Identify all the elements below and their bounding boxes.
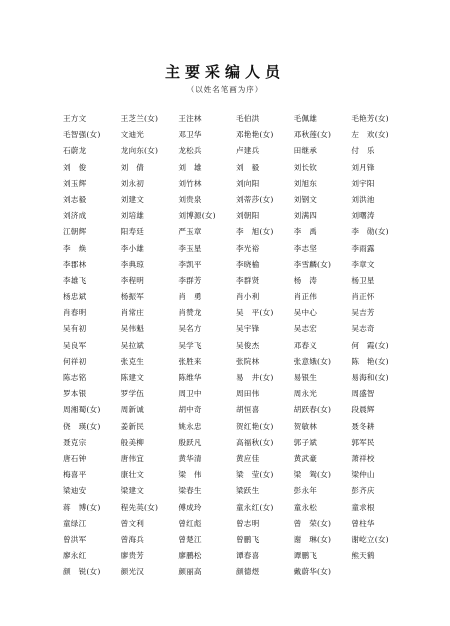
staff-name: 肖正怀 — [351, 292, 375, 302]
staff-name: 易银生 — [293, 373, 318, 382]
staff-name: 周田伟 — [236, 389, 260, 399]
staff-name: 梁 伟 — [178, 470, 202, 480]
staff-name: 李 焕 — [63, 243, 87, 253]
staff-name: 吴有初 — [63, 324, 87, 334]
staff-name: 曾 荣(女) — [293, 518, 332, 528]
staff-name: 邓秋莲(女) — [293, 130, 332, 140]
staff-name: 颜丽高 — [178, 567, 202, 577]
staff-name: 曾文利 — [120, 518, 145, 528]
staff-name: 何祥初 — [63, 356, 87, 366]
staff-name: 戴蔚华(女) — [293, 567, 332, 577]
staff-name: 聂克宗 — [63, 437, 87, 447]
staff-name: 吴良军 — [63, 340, 87, 350]
staff-name: 梁 鸳(女) — [293, 470, 332, 480]
staff-name: 李 勋(女) — [351, 227, 389, 237]
staff-name: 颜光汉 — [120, 567, 145, 577]
staff-name: 蒋 博(女) — [63, 502, 101, 512]
staff-name: 李玉星 — [178, 243, 202, 253]
staff-name: 吴学飞 — [178, 340, 202, 350]
staff-name: 刘永初 — [120, 178, 145, 188]
staff-name: 刘 雄 — [178, 162, 202, 172]
staff-name: 曾红彪 — [178, 518, 202, 528]
staff-name: 贺红艳(女) — [236, 421, 274, 431]
staff-name: 梁跃生 — [236, 486, 260, 496]
staff-name: 阳寿廷 — [120, 227, 145, 237]
staff-name: 唐石钟 — [63, 453, 87, 463]
staff-name: 贺敏林 — [293, 421, 318, 431]
staff-name: 李 禹 — [293, 227, 318, 237]
staff-name: 吴中心 — [293, 308, 318, 318]
staff-name: 吴吉芳 — [351, 308, 375, 318]
staff-name: 童求根 — [351, 502, 375, 512]
staff-name: 吴宇锋 — [236, 324, 260, 334]
staff-name: 张院林 — [236, 356, 260, 366]
staff-name: 唐伟宜 — [120, 453, 145, 463]
staff-name: 吴名方 — [178, 324, 202, 334]
staff-name: 刘济成 — [63, 211, 87, 221]
staff-name: 毛佩雄 — [293, 114, 318, 123]
staff-name: 田继承 — [293, 146, 318, 156]
staff-name: 吴志奇 — [351, 324, 375, 334]
staff-name: 曾志明 — [236, 518, 260, 528]
staff-name: 曾鹏飞 — [236, 534, 260, 544]
staff-name: 廖鹏松 — [178, 551, 202, 561]
staff-name: 周新诚 — [120, 405, 145, 415]
staff-name: 童永松 — [293, 502, 318, 512]
staff-name: 严玉章 — [178, 227, 202, 237]
staff-name: 石蔚龙 — [63, 146, 87, 156]
staff-name: 刘宇阳 — [351, 178, 375, 188]
staff-name: 谢屹立(女) — [351, 534, 389, 544]
page-title: 主要采编人员 — [164, 63, 285, 81]
staff-name: 聂冬耕 — [351, 421, 375, 431]
staff-name: 李雨露 — [351, 243, 375, 253]
staff-name: 高福秋(女) — [236, 437, 274, 447]
staff-name: 胡恒喜 — [236, 405, 260, 415]
staff-name: 李郡林 — [63, 259, 87, 269]
staff-name: 黄武豪 — [293, 453, 318, 463]
staff-name: 谭鹏飞 — [293, 551, 318, 561]
staff-name: 刘蒂莎(女) — [236, 194, 274, 204]
staff-name: 吴俊杰 — [236, 340, 260, 350]
staff-name: 邓艳艳(女) — [236, 130, 274, 140]
staff-name: 王方文 — [63, 114, 87, 123]
staff-name: 殷跃凡 — [178, 437, 202, 447]
staff-name: 罗本银 — [63, 389, 87, 399]
staff-name: 肖正伟 — [293, 292, 318, 302]
staff-name: 张克生 — [120, 356, 145, 366]
staff-name: 刘满四 — [293, 211, 318, 221]
staff-name: 姚永忠 — [178, 421, 202, 431]
staff-name-list — [63, 111, 409, 580]
staff-name: 付 乐 — [351, 146, 375, 156]
staff-name: 李光裕 — [236, 243, 260, 253]
staff-name: 梁仲山 — [351, 470, 375, 480]
staff-name: 王芝兰(女) — [120, 114, 159, 123]
staff-name: 胡中奇 — [178, 405, 202, 415]
staff-name: 李晓榆 — [236, 259, 260, 269]
staff-name: 左 欢(女) — [351, 130, 389, 140]
staff-name: 易海和(女) — [351, 373, 389, 382]
staff-name: 张胜来 — [178, 356, 202, 366]
staff-name: 刘玉辉 — [63, 178, 87, 188]
staff-name: 刘建文 — [120, 194, 145, 204]
staff-name: 肖小利 — [236, 292, 260, 302]
staff-name: 曾楚江 — [178, 534, 202, 544]
staff-name: 邓卫华 — [178, 130, 202, 140]
staff-name: 熊天鹤 — [351, 551, 375, 561]
staff-name: 段晨辉 — [351, 405, 375, 415]
staff-name: 侥 瑛(女) — [63, 421, 101, 431]
staff-name: 刘向阳 — [236, 178, 260, 188]
page-subtitle: （以姓名笔画为序） — [186, 85, 264, 94]
staff-name: 毛伯洪 — [236, 114, 260, 123]
staff-name: 杨忠斌 — [63, 292, 87, 302]
staff-name: 刘洪池 — [351, 194, 375, 204]
staff-name: 陈志铭 — [63, 373, 87, 382]
staff-name: 刘曙涛 — [351, 211, 375, 221]
staff-name: 梁春生 — [178, 486, 202, 496]
staff-name: 陈建文 — [120, 373, 145, 382]
staff-name: 谢 琳(女) — [293, 534, 332, 544]
staff-name: 李志坚 — [293, 243, 318, 253]
staff-name: 张意娥(女) — [293, 356, 332, 366]
staff-name: 罗学伍 — [120, 389, 145, 399]
staff-name: 般美柳 — [120, 437, 145, 447]
staff-name: 郭军民 — [351, 437, 375, 447]
staff-name: 谭春喜 — [236, 551, 260, 561]
staff-name: 曾柱华 — [351, 518, 375, 528]
staff-name: 何 霞(女) — [351, 340, 389, 350]
staff-name: 王注林 — [178, 114, 202, 123]
staff-name: 刘培雄 — [120, 211, 145, 221]
staff-name: 李雪麟(女) — [293, 259, 332, 269]
staff-name: 李群芳 — [178, 275, 202, 285]
staff-name: 龙向东(女) — [120, 146, 159, 156]
staff-name: 李章文 — [351, 259, 375, 269]
staff-name: 刘长钦 — [293, 162, 318, 172]
staff-name: 郭子斌 — [293, 437, 318, 447]
staff-name: 周盛智 — [351, 389, 375, 399]
staff-name: 刘月锋 — [351, 162, 375, 172]
staff-name: 廖永红 — [63, 551, 87, 561]
staff-name: 梁迪安 — [63, 486, 87, 496]
staff-name: 李小雄 — [120, 243, 145, 253]
staff-name: 傅成玲 — [178, 502, 202, 512]
staff-name: 周永光 — [293, 389, 318, 399]
staff-name: 童绿江 — [63, 518, 87, 528]
staff-name: 肖赞龙 — [178, 308, 202, 318]
staff-name: 刘 俊 — [63, 162, 87, 172]
staff-name: 梅喜平 — [63, 470, 87, 480]
staff-name: 刘钢文 — [293, 194, 318, 204]
staff-name: 梁 莹(女) — [236, 470, 274, 480]
staff-name: 卢建兵 — [236, 146, 260, 156]
staff-name: 李典琼 — [120, 259, 145, 269]
staff-name: 廖贵芳 — [120, 551, 145, 561]
staff-name: 刘朝阳 — [236, 211, 260, 221]
staff-name: 刘竹林 — [178, 178, 202, 188]
staff-name: 龙松兵 — [178, 146, 202, 156]
staff-name: 吴 平(女) — [236, 308, 274, 318]
staff-name: 颜德煜 — [236, 567, 260, 577]
staff-name: 刘贵泉 — [178, 194, 202, 204]
staff-name: 李 旭(女) — [236, 227, 274, 237]
staff-name: 胡跃春(女) — [293, 405, 332, 415]
staff-name: 杨振军 — [120, 292, 145, 302]
staff-name: 周卫中 — [178, 389, 202, 399]
staff-name: 刘志毅 — [63, 194, 87, 204]
staff-name: 刘 倩 — [120, 162, 145, 172]
staff-name: 吴拉斌 — [120, 340, 145, 350]
staff-name: 肖 勇 — [178, 292, 202, 302]
staff-name: 刘 毅 — [236, 162, 260, 172]
staff-name: 毛智强(女) — [63, 130, 101, 140]
staff-name: 陈维华 — [178, 373, 202, 382]
staff-name: 杨 涛 — [293, 275, 318, 285]
staff-name: 周湘蜀(女) — [63, 405, 101, 415]
staff-name: 彭永年 — [293, 486, 318, 496]
staff-name: 黄应佳 — [236, 453, 260, 463]
staff-name: 江朝辉 — [63, 227, 87, 237]
staff-name: 陈 艳(女) — [351, 356, 389, 366]
staff-name: 黄华清 — [178, 453, 202, 463]
staff-name: 姜新民 — [120, 421, 145, 431]
staff-name: 吴伟魁 — [120, 324, 145, 334]
staff-name: 李雄飞 — [63, 275, 87, 285]
staff-name: 肖春明 — [63, 308, 87, 318]
staff-name: 文迪光 — [120, 130, 145, 140]
staff-name: 康壮文 — [120, 470, 145, 480]
staff-name: 吴志宏 — [293, 324, 318, 334]
staff-name: 颜 锐(女) — [63, 567, 101, 577]
staff-name: 萧祥校 — [351, 453, 375, 463]
staff-name: 彭齐庆 — [351, 486, 375, 496]
staff-name: 李群贤 — [236, 275, 260, 285]
staff-name: 刘博源(女) — [178, 211, 216, 221]
staff-name: 曾洪军 — [63, 534, 87, 544]
staff-name: 曾海兵 — [120, 534, 145, 544]
staff-name: 杨卫星 — [351, 275, 375, 285]
staff-name: 邓春义 — [293, 340, 318, 350]
staff-name: 刘旭东 — [293, 178, 318, 188]
staff-name: 童永红(女) — [236, 502, 274, 512]
staff-name: 李程明 — [120, 275, 145, 285]
staff-name: 肖常庄 — [120, 308, 145, 318]
staff-name: 毛艳芳(女) — [351, 114, 389, 123]
staff-name: 梁建文 — [120, 486, 145, 496]
staff-name: 程先英(女) — [120, 502, 159, 512]
staff-name: 易 井(女) — [236, 373, 274, 382]
staff-name — [351, 564, 409, 580]
staff-name: 李凯平 — [178, 259, 202, 269]
